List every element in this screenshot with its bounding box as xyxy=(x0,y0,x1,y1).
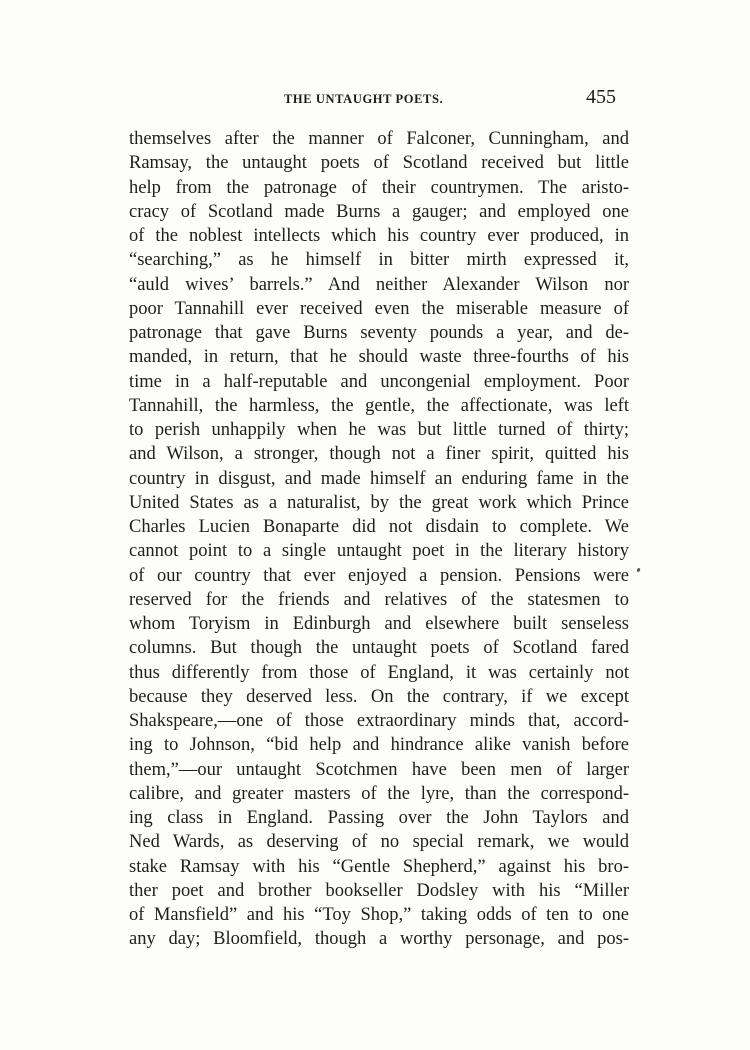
text-line: and Wilson, a stronger, though not a finer spirit, quitted his xyxy=(129,444,629,465)
text-line: “auld wives’ barrels.” And neither Alexander Wilson nor xyxy=(129,274,629,295)
text-line: country in disgust, and made himself an enduring fame in the xyxy=(129,468,629,489)
ink-speck xyxy=(636,568,641,573)
text-line: “searching,” as he himself in bitter mirth expressed it, xyxy=(129,250,629,271)
text-line: ing to Johnson, “bid help and hindrance alike vanish before xyxy=(129,735,629,756)
text-line: Shakspeare,—one of those extraordinary minds that, accord- xyxy=(129,711,629,731)
text-line: ing class in England. Passing over the John Taylors and xyxy=(129,808,629,828)
text-line: calibre, and greater masters of the lyre, than the correspond- xyxy=(129,783,629,804)
text-line: manded, in return, that he should waste three-fourths of his xyxy=(129,347,629,368)
running-head-title: THE UNTAUGHT POETS. xyxy=(284,92,444,106)
text-line: any day; Bloomfield, though a worthy personage, and pos- xyxy=(129,929,629,950)
text-line: of Mansfield” and his “Toy Shop,” taking odds of ten to one xyxy=(129,905,629,925)
text-line: cannot point to a single untaught poet in the literary history xyxy=(129,541,629,562)
text-line: whom Toryism in Edinburgh and elsewhere built senseless xyxy=(129,614,629,634)
text-line: of the noblest intellects which his country ever produced, in xyxy=(129,226,629,246)
text-line: Charles Lucien Bonaparte did not disdain to complete. We xyxy=(129,517,629,537)
text-line: stake Ramsay with his “Gentle Shepherd,” against his bro- xyxy=(129,856,629,877)
text-line: them,”—our untaught Scotchmen have been men of larger xyxy=(129,759,629,780)
text-line: reserved for the friends and relatives of the statesmen to xyxy=(129,589,629,610)
text-line: because they deserved less. On the contrary, if we except xyxy=(129,686,629,707)
body-text xyxy=(129,127,629,952)
text-line: of our country that ever enjoyed a pension. Pensions were xyxy=(129,565,629,586)
text-line: Ramsay, the untaught poets of Scotland received but little xyxy=(129,153,629,174)
text-line: poor Tannahill ever received even the miserable measure of xyxy=(129,298,629,319)
text-line: cracy of Scotland made Burns a gauger; and employed one xyxy=(129,201,629,222)
text-line: Tannahill, the harmless, the gentle, the affectionate, was left xyxy=(129,395,629,416)
text-line: time in a half-reputable and uncongenial employment. Poor xyxy=(129,371,629,392)
text-line: Ned Wards, as deserving of no special remark, we would xyxy=(129,832,629,853)
text-line: help from the patronage of their countrymen. The aristo- xyxy=(129,177,629,198)
text-line: thus differently from those of England, it was certainly not xyxy=(129,662,629,683)
text-line: to perish unhappily when he was but little turned of thirty; xyxy=(129,420,629,440)
text-line: ther poet and brother bookseller Dodsley with his “Miller xyxy=(129,880,629,901)
page-number: 455 xyxy=(586,86,616,108)
text-line: themselves after the manner of Falconer, Cunningham, and xyxy=(129,129,629,149)
text-line: United States as a naturalist, by the great work which Prince xyxy=(129,492,629,513)
text-line: columns. But though the untaught poets of Scotland fared xyxy=(129,638,629,659)
text-line: patronage that gave Burns seventy pounds a year, and de- xyxy=(129,323,629,343)
